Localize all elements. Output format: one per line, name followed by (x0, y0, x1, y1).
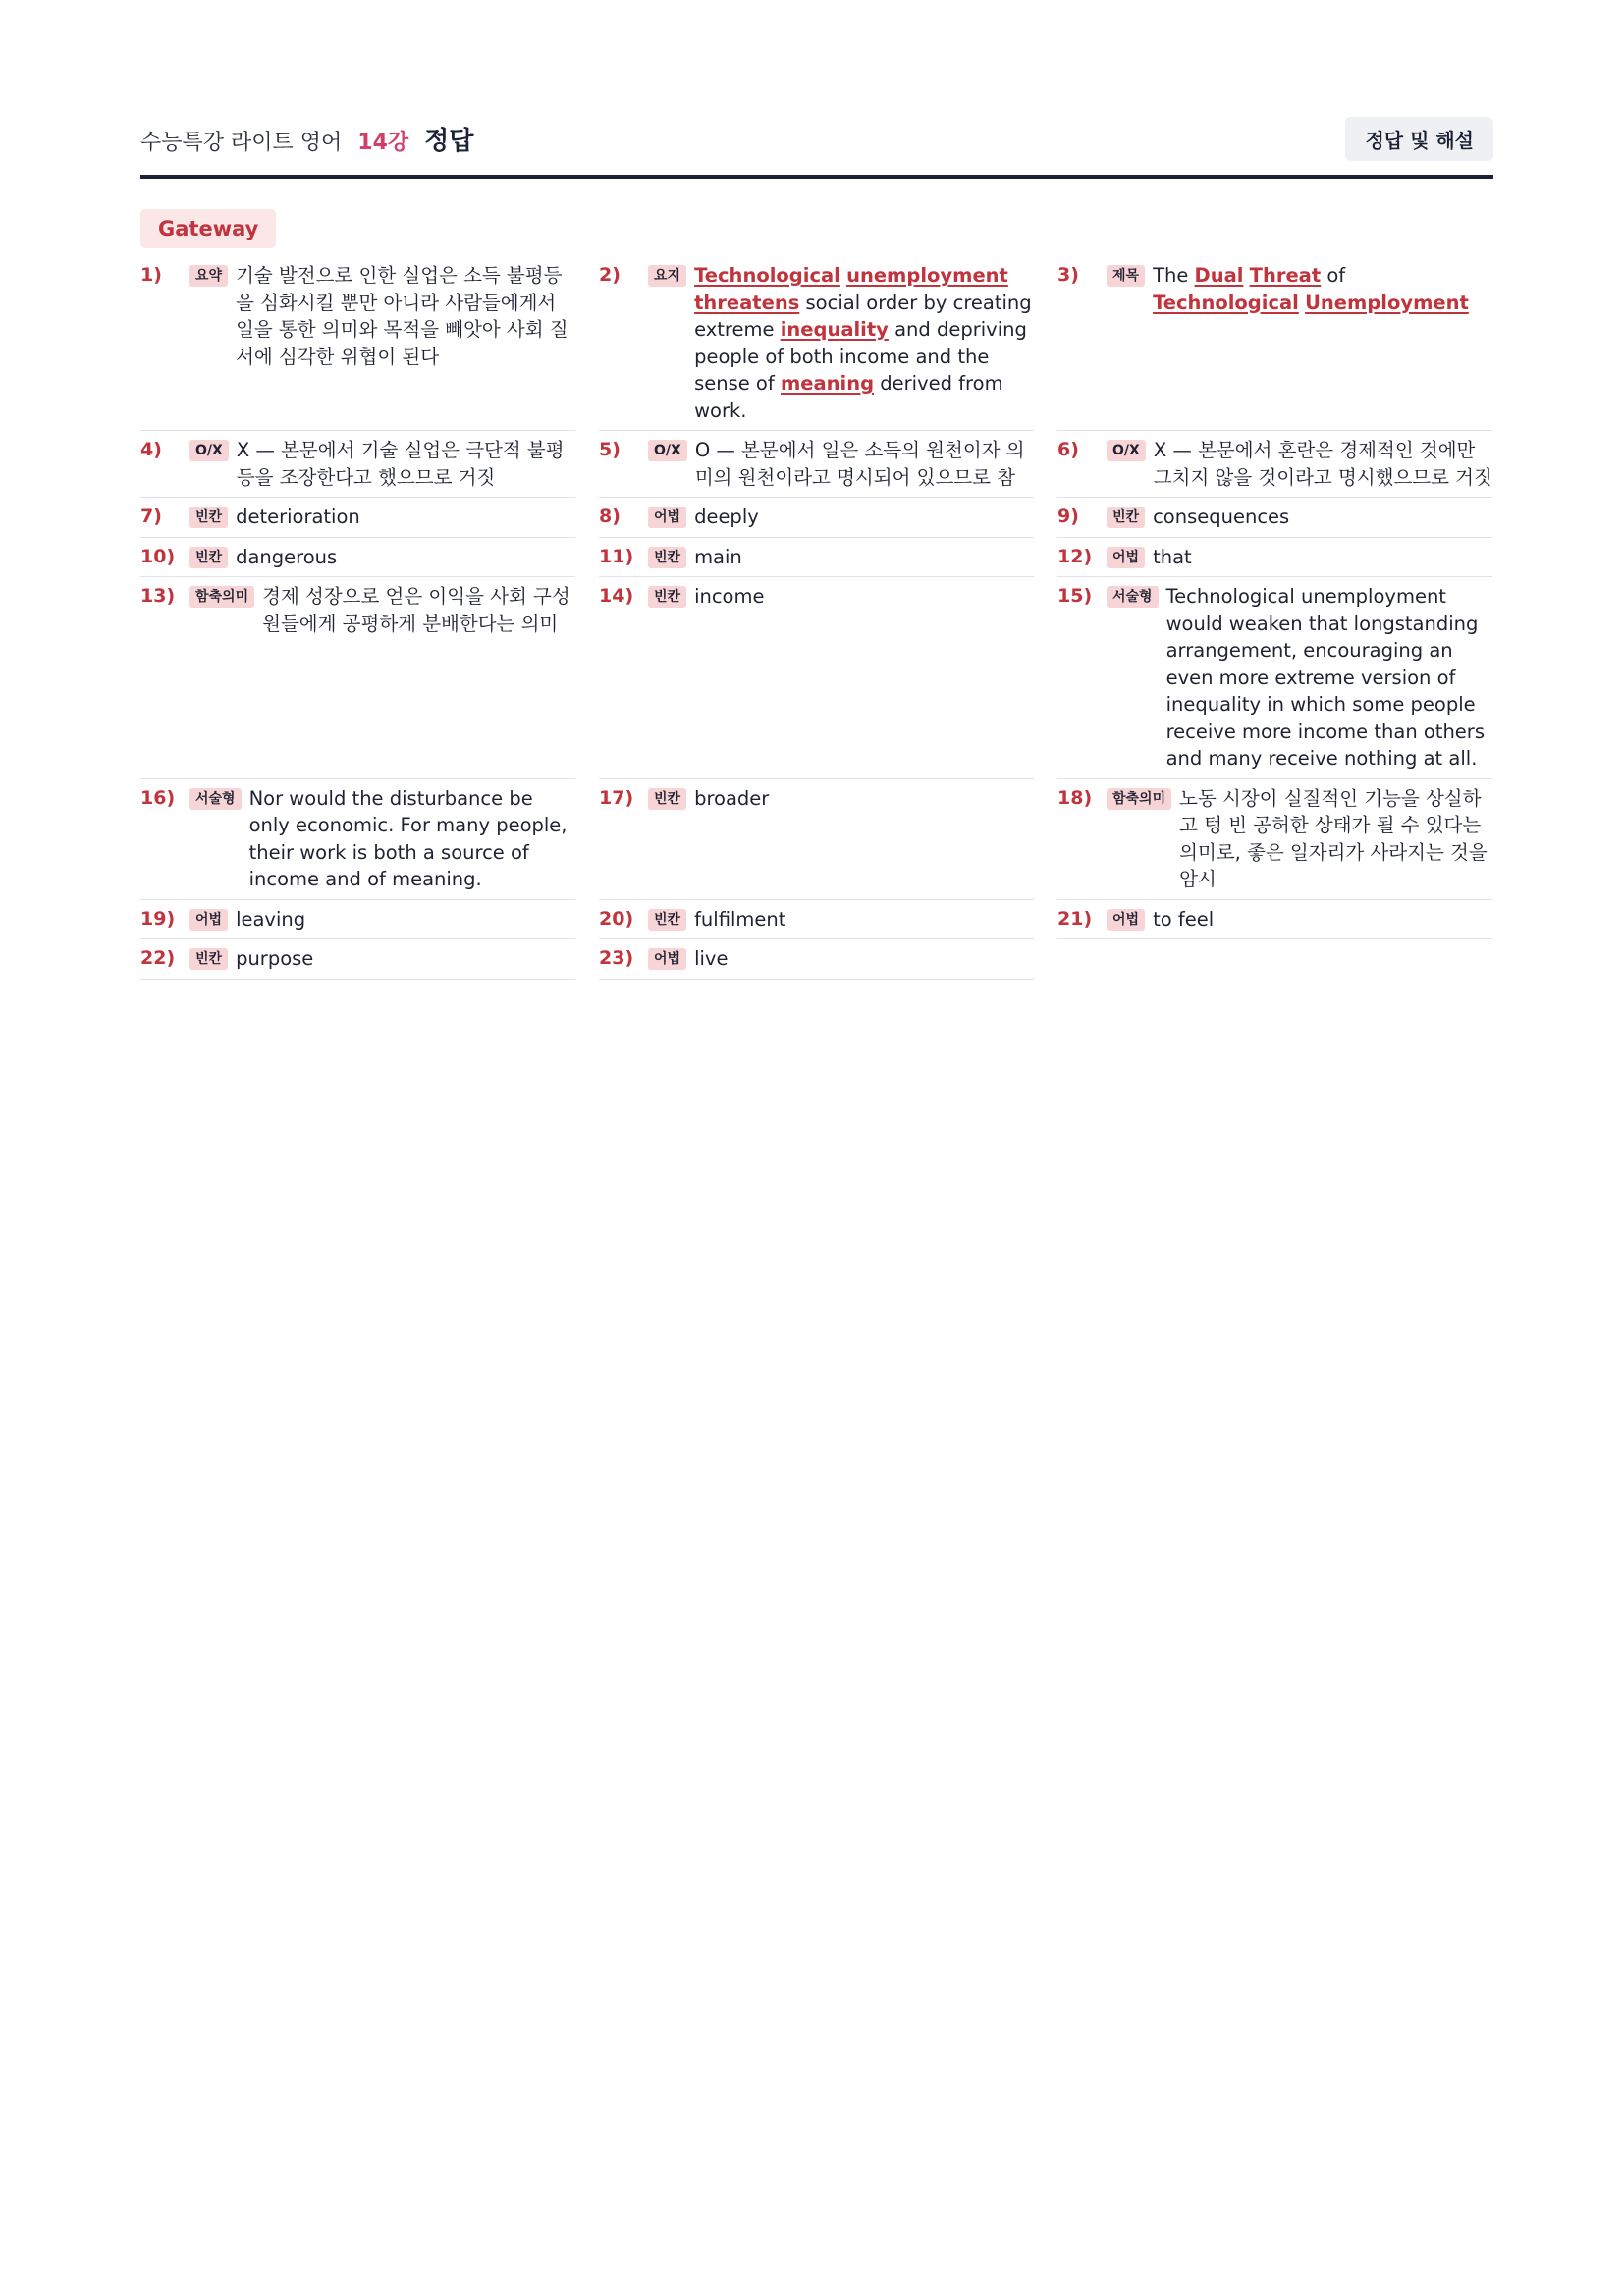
answer-item (140, 577, 575, 779)
question-type-badge: 서술형 (1107, 586, 1159, 608)
answer-item (140, 900, 575, 940)
answer-text: O — 본문에서 일은 소득의 원천이자 의미의 원천이라고 명시되어 있으므로 참 (694, 439, 1025, 489)
question-type-badge: 빈칸 (648, 788, 686, 810)
answer-item (140, 256, 575, 431)
answer-number: 13) (140, 585, 176, 607)
answer-text-segment: The (1153, 264, 1195, 287)
question-type-badge: 빈칸 (1107, 507, 1145, 528)
question-type-badge: 빈칸 (648, 909, 686, 931)
answer-item (140, 498, 575, 538)
answer-number: 14) (599, 585, 634, 607)
section-badge: 정답 및 해설 (1345, 117, 1493, 161)
answer-grid (140, 256, 1493, 980)
keyword-highlight: Threat (1249, 264, 1322, 287)
answer-text-segment: derived from work. (694, 372, 1003, 422)
question-type-badge: 어법 (648, 507, 686, 528)
answer-number: 22) (140, 947, 176, 969)
answer-item (140, 538, 575, 578)
answer-number: 2) (599, 264, 621, 286)
answer-item (599, 900, 1034, 940)
question-type-badge: O/X (1107, 440, 1146, 461)
answer-item (1057, 256, 1492, 431)
answer-number: 23) (599, 947, 634, 969)
question-type-badge: 어법 (189, 909, 228, 931)
answer-number: 21) (1057, 907, 1093, 930)
answer-item (599, 498, 1034, 538)
answer-number: 4) (140, 439, 162, 460)
answer-number: 1) (140, 264, 162, 286)
question-type-badge: 제목 (1107, 265, 1145, 287)
answer-text-segment: social order by creating extreme (694, 291, 1032, 341)
answer-item (1057, 538, 1492, 578)
question-type-badge: 함축의미 (1107, 788, 1171, 810)
question-type-badge: 어법 (1107, 547, 1145, 568)
answer-item (1057, 431, 1492, 498)
answer-text: purpose (236, 947, 314, 970)
answer-item (599, 779, 1034, 900)
answer-text: consequences (1153, 506, 1290, 528)
answer-text: broader (694, 786, 770, 810)
answer-text: X — 본문에서 기술 실업은 극단적 불평등을 조장한다고 했으므로 거짓 (236, 439, 565, 489)
question-type-badge: 빈칸 (189, 507, 228, 528)
answer-text (1153, 262, 1492, 316)
answer-number: 6) (1057, 439, 1079, 460)
answer-item (599, 256, 1034, 431)
answer-text: X — 본문에서 혼란은 경제적인 것에만 그치지 않을 것이라고 명시했으므로 거짓 (1153, 439, 1492, 489)
keyword-highlight: Dual (1194, 264, 1244, 287)
answer-number: 11) (599, 545, 634, 567)
answer-number: 7) (140, 506, 162, 527)
answer-text (694, 262, 1034, 424)
page-header (140, 116, 1493, 179)
answer-number: 5) (599, 439, 621, 460)
answer-text-segment: of (1321, 264, 1346, 287)
answer-item (140, 939, 575, 980)
answer-item (1057, 779, 1492, 900)
question-type-badge: 요약 (189, 265, 228, 287)
answer-number: 16) (140, 786, 176, 809)
book-title: 수능특강 라이트 영어 (140, 130, 343, 155)
question-type-badge: 함축의미 (189, 586, 254, 608)
answer-number: 12) (1057, 545, 1093, 567)
lesson-number: 14강 (357, 130, 409, 155)
answer-text: Nor would the disturbance be only economic. For many people, their work is both a source of income and of meaning. (248, 786, 568, 890)
answer-text: Technological unemployment would weaken that longstanding arrangement, encouraging an even more extreme version of inequality in which some people receive more income than others and many receive nothing at all. (1165, 585, 1485, 770)
question-type-badge: 어법 (1107, 909, 1145, 931)
keyword-highlight: Technological (1153, 291, 1299, 314)
question-type-badge: 빈칸 (189, 948, 228, 970)
answer-text: leaving (236, 907, 306, 931)
answer-item (1057, 900, 1492, 940)
answer-item (140, 431, 575, 498)
keyword-highlight: Unemployment (1305, 291, 1469, 314)
answer-number: 10) (140, 545, 176, 567)
answer-text: deeply (694, 506, 759, 528)
gateway-label: Gateway (140, 209, 276, 248)
answer-number: 17) (599, 786, 634, 809)
answer-text: to feel (1153, 907, 1215, 931)
header-title-group (140, 121, 473, 157)
question-type-badge: 빈칸 (648, 547, 686, 568)
keyword-highlight: inequality (780, 318, 889, 341)
answer-text-segment: and depriving people of both income and the sense of (694, 318, 1027, 395)
answer-number: 18) (1057, 786, 1093, 809)
answer-text: 경제 성장으로 얻은 이익을 사회 구성원들에게 공평하게 분배한다는 의미 (262, 585, 570, 635)
answer-item (599, 431, 1034, 498)
keyword-highlight: Technological (694, 264, 840, 287)
answer-item (1057, 577, 1492, 779)
answer-text: main (694, 545, 742, 568)
answer-item (140, 779, 575, 900)
answer-text: that (1153, 545, 1192, 568)
answer-number: 19) (140, 907, 176, 930)
keyword-highlight: unemployment (846, 264, 1008, 287)
question-type-badge: 빈칸 (189, 547, 228, 568)
answer-item (599, 538, 1034, 578)
answer-number: 3) (1057, 264, 1079, 286)
question-type-badge: O/X (648, 440, 687, 461)
answer-text: 기술 발전으로 인한 실업은 소득 불평등을 심화시킬 뿐만 아니라 사람들에게서 일을 통한 의미와 목적을 빼앗아 사회 질서에 심각한 위협이 된다 (236, 264, 568, 368)
answer-number: 8) (599, 506, 621, 527)
answer-item (599, 939, 1034, 980)
answer-text: 노동 시장이 실질적인 기능을 상실하고 텅 빈 공허한 상태가 될 수 있다는 의미로, 좋은 일자리가 사라지는 것을 암시 (1179, 786, 1488, 890)
answer-item (599, 577, 1034, 779)
question-type-badge: 요지 (648, 265, 686, 287)
answer-text: dangerous (236, 545, 338, 568)
keyword-highlight: threatens (694, 291, 800, 314)
answer-number: 9) (1057, 506, 1079, 527)
question-type-badge: O/X (189, 440, 229, 461)
answer-text: live (694, 947, 729, 970)
answer-number: 15) (1057, 585, 1093, 607)
answer-text: fulfilment (694, 907, 786, 931)
answer-text: income (694, 585, 765, 608)
answer-title: 정답 (424, 126, 474, 156)
keyword-highlight: meaning (780, 372, 875, 395)
answer-number: 20) (599, 907, 634, 930)
answer-page (140, 116, 1493, 980)
question-type-badge: 서술형 (189, 788, 242, 810)
answer-item (1057, 498, 1492, 538)
answer-text: deterioration (236, 506, 360, 528)
question-type-badge: 어법 (648, 948, 686, 970)
question-type-badge: 빈칸 (648, 586, 686, 608)
